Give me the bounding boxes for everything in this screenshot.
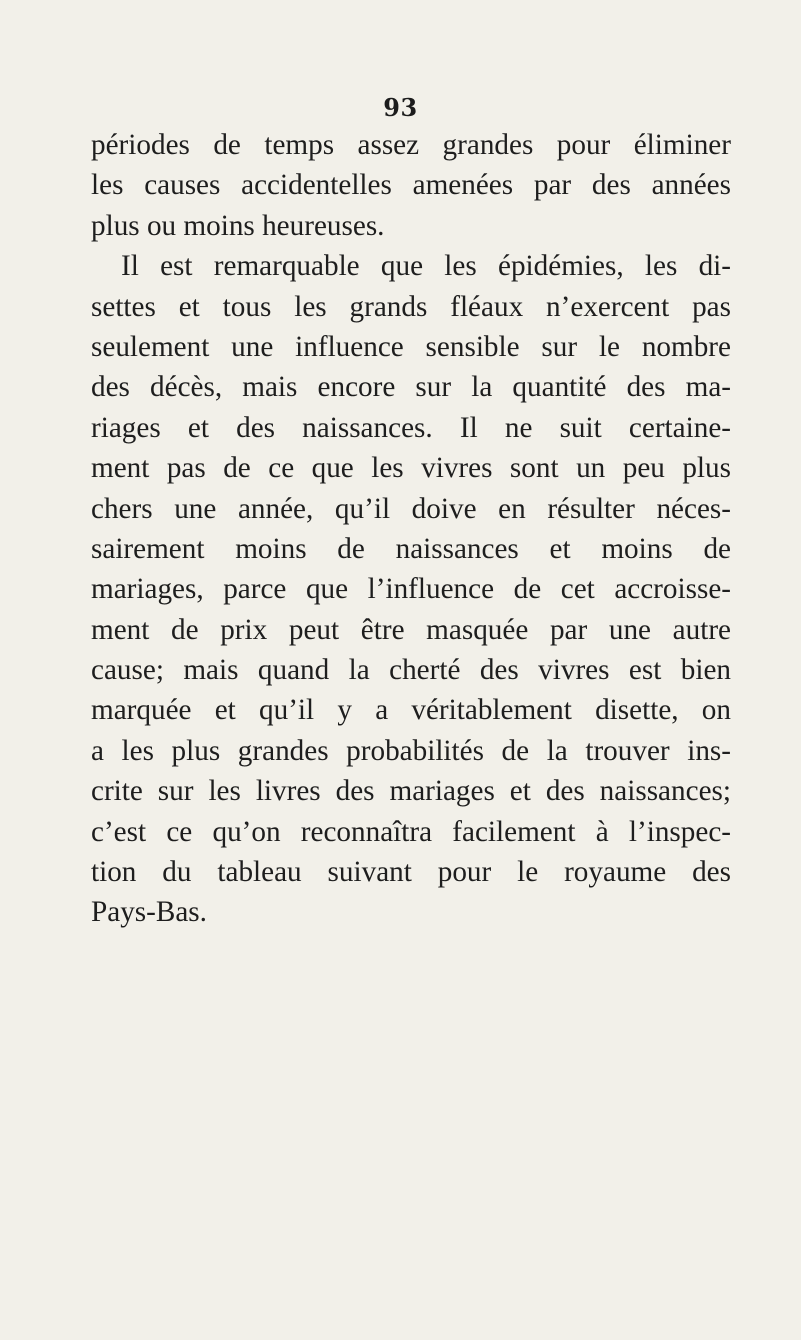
text-line: sairement moins de naissances et moins de bbox=[91, 532, 731, 565]
paragraph-start-line: Il est remarquable que les épidémies, les di- bbox=[121, 250, 731, 283]
body-text bbox=[91, 125, 731, 933]
text-line: settes et tous les grands fléaux n’exercent pas bbox=[91, 290, 731, 323]
text-line: mariages, parce que l’influence de cet accroisse- bbox=[91, 573, 731, 606]
text-line: a les plus grandes probabilités de la trouver ins- bbox=[91, 734, 731, 767]
text-line: chers une année, qu’il doive en résulter néces- bbox=[91, 492, 731, 525]
text-line: c’est ce qu’on reconnaîtra facilement à l’inspec- bbox=[91, 815, 731, 848]
text-line: tion du tableau suivant pour le royaume des bbox=[91, 856, 731, 889]
text-line: plus ou moins heureuses. bbox=[91, 209, 385, 242]
text-line: des décès, mais encore sur la quantité des ma- bbox=[91, 371, 731, 404]
text-line: périodes de temps assez grandes pour éliminer bbox=[91, 129, 731, 161]
text-line: crite sur les livres des mariages et des naissances; bbox=[91, 775, 731, 808]
text-line: riages et des naissances. Il ne suit certaine- bbox=[91, 411, 731, 444]
text-line: ment pas de ce que les vivres sont un peu plus bbox=[91, 452, 731, 485]
text-line: marquée et qu’il y a véritablement disette, on bbox=[91, 694, 731, 727]
text-line: ment de prix peut être masquée par une autre bbox=[91, 613, 731, 646]
text-line: cause; mais quand la cherté des vivres est bien bbox=[91, 654, 731, 687]
text-line: seulement une influence sensible sur le nombre bbox=[91, 330, 731, 363]
text-line: Pays-Bas. bbox=[91, 896, 207, 929]
text-line: les causes accidentelles amenées par des années bbox=[91, 169, 731, 202]
page-number: 93 bbox=[383, 93, 418, 122]
